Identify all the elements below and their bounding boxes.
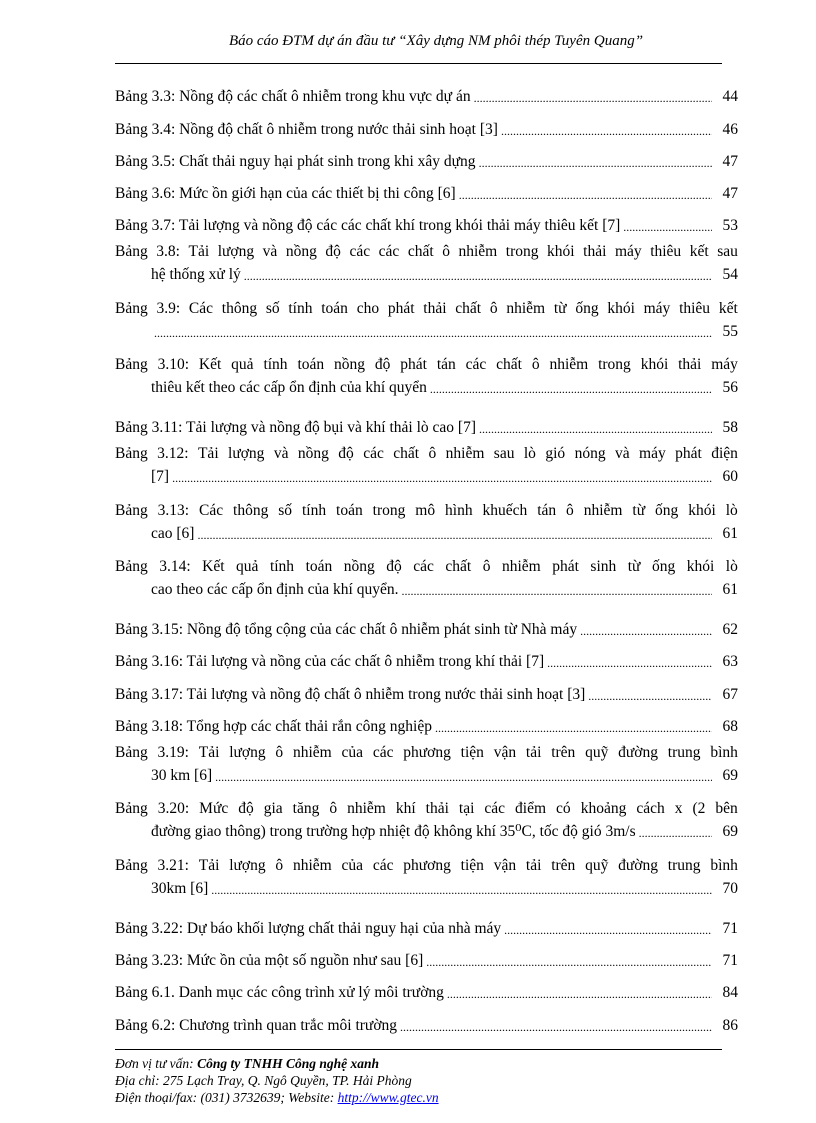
toc-entry-word: khuếch xyxy=(482,501,528,519)
toc-entry-word: 3.14: xyxy=(159,558,191,576)
footer-rule xyxy=(115,1049,722,1050)
toc-entry-word: toán xyxy=(297,356,325,374)
toc-entry-word: khoảng xyxy=(580,800,627,818)
table-of-tables-list xyxy=(115,76,738,1037)
toc-entry-page-number: 69 xyxy=(722,766,738,784)
toc-entry-word: Bảng xyxy=(115,743,148,761)
toc-entry-word: toán xyxy=(321,299,348,317)
toc-entry-word: tính xyxy=(269,558,295,576)
toc-entry-word: tại xyxy=(458,800,475,818)
toc-dot-leader xyxy=(398,581,712,601)
toc-entry-word: Kết xyxy=(198,356,222,374)
toc-dot-leader xyxy=(423,952,712,972)
toc-entry-word: ống xyxy=(651,558,676,576)
toc-entry-word: lượng xyxy=(229,743,266,761)
toc-entry-word: Bảng xyxy=(115,243,148,261)
toc-entry-word: kết xyxy=(718,299,738,317)
toc-entry-word: sau xyxy=(717,243,738,261)
toc-dot-leader xyxy=(169,468,712,488)
toc-entry-word: kết xyxy=(689,243,709,261)
toc-entry-word: từ xyxy=(632,501,646,519)
toc-entry[interactable] xyxy=(115,738,738,795)
toc-entry[interactable] xyxy=(115,972,738,1004)
toc-entry-word: số xyxy=(265,299,280,317)
toc-entry-word: sau xyxy=(493,445,515,463)
toc-dot-leader xyxy=(427,379,712,399)
toc-entry-word: nhiễm xyxy=(292,856,332,874)
toc-dot-leader xyxy=(585,686,712,706)
toc-entry-page-number: 62 xyxy=(722,621,738,639)
toc-entry-word: điểm xyxy=(515,800,547,818)
toc-entry-word: 3.10: xyxy=(157,356,190,374)
footer-contact: Điện thoại/fax: (031) 3732639; Website: xyxy=(115,1090,335,1105)
toc-entry-word: các xyxy=(372,743,394,761)
toc-entry-word: Bảng xyxy=(115,558,148,576)
toc-entry-word: lượng xyxy=(228,445,265,463)
toc-entry[interactable] xyxy=(115,496,738,553)
toc-entry-word: chất xyxy=(445,558,472,576)
toc-entry-word: có xyxy=(556,800,571,818)
toc-entry-word: tiện xyxy=(460,743,484,761)
toc-entry-word: phát xyxy=(675,445,702,463)
toc-entry-first-line xyxy=(115,854,738,877)
toc-entry-word: của xyxy=(341,856,364,874)
toc-entry-page-number: 68 xyxy=(722,717,738,735)
header-rule xyxy=(115,63,722,64)
toc-entry-word: 3.8: xyxy=(156,243,180,261)
toc-entry-word: phương xyxy=(403,743,451,761)
toc-entry-word: Bảng xyxy=(115,501,148,519)
toc-entry[interactable] xyxy=(115,173,738,205)
toc-entry-continuation: cao [6] xyxy=(151,524,195,542)
toc-entry-word: nồng xyxy=(334,356,365,374)
toc-entry-label: Bảng 3.7: Tải lượng và nồng độ các các chất khí trong khói thải máy thiêu kết [7] xyxy=(115,217,621,235)
toc-entry-word: nhiễm xyxy=(549,356,589,374)
toc-entry-word: và xyxy=(262,243,278,261)
toc-entry-word: các xyxy=(372,856,394,874)
toc-entry-word: tính xyxy=(263,356,288,374)
toc-entry-label: Bảng 6.1. Danh mục các công trình xử lý môi trường xyxy=(115,984,444,1002)
toc-entry-word: 3.9: xyxy=(156,299,181,317)
toc-entry-word: khói xyxy=(686,558,715,576)
toc-entry-page-number: 44 xyxy=(722,88,738,106)
toc-entry-word: phát xyxy=(552,558,579,576)
toc-entry-page-number: 53 xyxy=(722,217,738,235)
toc-entry-word: phát xyxy=(387,299,415,317)
toc-entry-word: độ xyxy=(386,558,402,576)
toc-entry-label: Bảng 3.18: Tổng hợp các chất thải rắn công nghiệp xyxy=(115,717,432,735)
toc-entry[interactable] xyxy=(115,407,738,439)
toc-entry-label: Bảng 6.2: Chương trình quan trắc môi trường xyxy=(115,1016,398,1034)
toc-entry-word: toán xyxy=(305,558,333,576)
toc-entry-word: nhiễm xyxy=(583,501,623,519)
toc-entry-word: nhiễm xyxy=(445,445,485,463)
toc-entry-word: nồng xyxy=(297,445,329,463)
toc-entry-word: trung xyxy=(667,856,701,874)
toc-entry-word: chất xyxy=(393,445,420,463)
toc-entry[interactable] xyxy=(115,237,738,294)
toc-entry-word: các xyxy=(349,243,371,261)
toc-dot-leader xyxy=(544,653,712,673)
toc-entry-word: ô xyxy=(275,856,284,874)
toc-entry-page-number: 61 xyxy=(722,581,738,599)
toc-entry-word: tăng xyxy=(292,800,320,818)
toc-entry[interactable] xyxy=(115,1004,738,1036)
toc-dot-leader xyxy=(471,88,712,108)
toc-entry[interactable] xyxy=(115,794,738,851)
toc-entry-word: máy xyxy=(639,445,666,463)
toc-entry-continuation: đường giao thông) trong trường hợp nhiệt độ không khí 35⁰C, tốc độ gió 3m/s xyxy=(151,823,636,841)
document-header-title: Báo cáo ĐTM dự án đầu tư “Xây dựng NM phôi thép Tuyên Quang” xyxy=(228,33,644,49)
toc-entry[interactable] xyxy=(115,108,738,140)
toc-entry-word: vận xyxy=(493,743,517,761)
toc-entry-first-line xyxy=(115,240,738,263)
toc-entry-label: Bảng 3.17: Tải lượng và nồng độ chất ô nhiễm trong nước thải sinh hoạt [3] xyxy=(115,685,586,703)
toc-entry-label: Bảng 3.22: Dự báo khối lượng chất thải nguy hại của nhà máy xyxy=(115,919,502,937)
toc-entry-word: mô xyxy=(415,501,436,519)
toc-entry-label: Bảng 3.5: Chất thải nguy hại phát sinh trong khi xây dựng xyxy=(115,152,476,170)
toc-entry-word: x xyxy=(674,800,683,818)
toc-entry-continuation: 30 km [6] xyxy=(151,766,213,784)
toc-entry-first-line xyxy=(115,499,738,522)
toc-entry-word: các xyxy=(413,558,434,576)
toc-entry-word: khói xyxy=(688,501,716,519)
toc-entry-word: ô xyxy=(489,299,498,317)
toc-entry-page-number: 84 xyxy=(722,984,738,1002)
toc-entry-word: Bảng xyxy=(115,800,148,818)
toc-entry-word: ô xyxy=(428,445,437,463)
toc-entry-word: 3.12: xyxy=(157,445,189,463)
toc-entry-word: thiêu xyxy=(650,243,682,261)
toc-dot-leader xyxy=(620,217,712,237)
toc-entry-word: 3.21: xyxy=(157,856,189,874)
toc-entry-word: các xyxy=(484,800,506,818)
footer-contact-line xyxy=(115,1089,439,1106)
toc-entry-continuation: hệ thống xử lý xyxy=(151,266,241,284)
toc-dot-leader xyxy=(577,621,712,641)
toc-entry-word: cách xyxy=(636,800,665,818)
toc-entry-word: ô xyxy=(566,501,574,519)
toc-entry-word: 3.20: xyxy=(157,800,190,818)
toc-dot-leader xyxy=(432,718,712,738)
toc-entry-word: khói xyxy=(640,356,669,374)
toc-entry[interactable] xyxy=(115,205,738,237)
toc-dot-leader xyxy=(208,880,712,900)
toc-entry-word: thiêu xyxy=(679,299,711,317)
toc-entry-word: từ xyxy=(553,299,567,317)
toc-entry[interactable] xyxy=(115,673,738,705)
toc-entry[interactable] xyxy=(115,350,738,407)
toc-entry-continuation: cao theo các cấp ổn định của khí quyển. xyxy=(151,581,399,599)
toc-entry-first-line xyxy=(115,741,738,764)
toc-entry-word: tán xyxy=(436,356,456,374)
toc-entry-word: thải xyxy=(425,800,449,818)
toc-entry-word: sinh xyxy=(590,558,617,576)
toc-entry-word: 3.19: xyxy=(157,743,189,761)
toc-entry-word: các xyxy=(378,243,400,261)
toc-entry-word: quỹ xyxy=(585,743,609,761)
toc-entry-word: trong xyxy=(505,243,539,261)
footer-website-link[interactable]: http://www.gtec.vn xyxy=(337,1090,439,1105)
toc-entry-first-line xyxy=(115,555,738,578)
toc-entry-page-number: 61 xyxy=(722,524,738,542)
toc-entry[interactable] xyxy=(115,552,738,609)
toc-entry-word: lượng xyxy=(229,856,266,874)
toc-dot-leader xyxy=(456,185,712,205)
toc-entry-word: máy xyxy=(711,356,738,374)
document-footer xyxy=(115,1055,439,1106)
toc-entry-page-number: 54 xyxy=(722,266,738,284)
toc-entry-word: các xyxy=(465,356,487,374)
toc-entry-word: thải xyxy=(678,356,702,374)
toc-entry-word: độ xyxy=(238,800,254,818)
toc-entry-word: ô xyxy=(482,558,491,576)
toc-entry-word: ô xyxy=(531,356,540,374)
toc-entry-word: khí xyxy=(395,800,416,818)
toc-entry-page-number: 56 xyxy=(722,379,738,397)
toc-entry-word: Kết xyxy=(202,558,225,576)
toc-entry-word: Tải xyxy=(198,743,220,761)
toc-entry-word: và xyxy=(614,445,630,463)
toc-entry-word: của xyxy=(341,743,364,761)
toc-entry-label: Bảng 3.23: Mức ồn của một số nguồn như sau [6] xyxy=(115,952,424,970)
toc-entry-word: Bảng xyxy=(115,445,148,463)
toc-entry-word: tải xyxy=(525,743,542,761)
toc-entry-word: chất xyxy=(407,243,434,261)
toc-entry[interactable] xyxy=(115,706,738,738)
toc-entry-word: ống xyxy=(575,299,599,317)
toc-entry-word: chất xyxy=(455,299,482,317)
toc-entry-page-number: 55 xyxy=(722,322,738,340)
toc-entry-page-number: 46 xyxy=(722,120,738,138)
toc-entry[interactable] xyxy=(115,439,738,496)
toc-dot-leader xyxy=(151,323,712,343)
toc-entry-page-number: 47 xyxy=(722,185,738,203)
toc-dot-leader xyxy=(194,525,712,545)
toc-dot-leader xyxy=(397,1017,712,1037)
toc-entry[interactable] xyxy=(115,141,738,173)
toc-dot-leader xyxy=(444,984,712,1004)
toc-entry-continuation: 30km [6] xyxy=(151,879,209,897)
toc-entry-word: bình xyxy=(710,856,738,874)
toc-entry-word: trên xyxy=(551,743,576,761)
toc-entry-word: (2 xyxy=(692,800,706,818)
toc-dot-leader xyxy=(476,153,712,173)
toc-entry-first-line xyxy=(115,353,738,376)
toc-entry-word: lò xyxy=(725,501,738,519)
toc-entry-word: lò xyxy=(725,558,738,576)
toc-entry-word: lò xyxy=(523,445,536,463)
toc-entry-word: nhiễm xyxy=(347,800,386,818)
toc-entry-word: Các xyxy=(188,299,214,317)
toc-entry-word: Các xyxy=(199,501,224,519)
toc-entry-first-line xyxy=(115,797,738,820)
toc-entry-word: phương xyxy=(403,856,451,874)
toc-entry-word: tiện xyxy=(460,856,484,874)
toc-entry-word: nhiễm xyxy=(292,743,332,761)
toc-entry-word: trung xyxy=(667,743,701,761)
toc-entry-word: độ xyxy=(374,356,391,374)
toc-entry-word: Tải xyxy=(198,856,220,874)
toc-entry-continuation: thiêu kết theo các cấp ổn định của khí quyển xyxy=(151,379,427,397)
footer-unit-label: Đơn vị tư vấn: xyxy=(115,1056,194,1071)
toc-entry[interactable] xyxy=(115,76,738,108)
toc-dot-leader xyxy=(241,266,712,286)
toc-entry-page-number: 63 xyxy=(722,653,738,671)
toc-entry-word: thải xyxy=(583,243,607,261)
toc-entry-word: thông xyxy=(233,501,269,519)
toc-entry-first-line xyxy=(115,297,738,320)
toc-entry-word: gia xyxy=(263,800,283,818)
toc-dot-leader xyxy=(476,419,712,439)
toc-entry-word: tính xyxy=(288,299,313,317)
toc-entry-page-number: 71 xyxy=(722,952,738,970)
toc-entry-word: ô xyxy=(442,243,450,261)
toc-entry-word: nóng xyxy=(574,445,606,463)
toc-entry[interactable] xyxy=(115,641,738,673)
toc-entry-word: các xyxy=(363,445,384,463)
toc-entry-word: bên xyxy=(715,800,738,818)
toc-entry-page-number: 86 xyxy=(722,1016,738,1034)
toc-entry-word: vận xyxy=(493,856,517,874)
toc-entry[interactable] xyxy=(115,609,738,641)
toc-entry-word: độ xyxy=(325,243,341,261)
toc-entry-word: điện xyxy=(711,445,738,463)
toc-entry-word: cho xyxy=(356,299,380,317)
footer-address: Địa chỉ: 275 Lạch Tray, Q. Ngô Quyền, TP. Hải Phòng xyxy=(115,1073,412,1088)
toc-entry-word: nhiễm xyxy=(501,558,541,576)
toc-dot-leader xyxy=(501,920,712,940)
toc-entry[interactable] xyxy=(115,294,738,351)
toc-entry-label: Bảng 3.15: Nồng độ tổng cộng của các chất ô nhiễm phát sinh từ Nhà máy xyxy=(115,621,578,639)
footer-company-name: Công ty TNHH Công nghệ xanh xyxy=(197,1056,379,1071)
toc-entry[interactable] xyxy=(115,940,738,972)
toc-entry-word: và xyxy=(273,445,289,463)
toc-entry-word: máy xyxy=(614,243,642,261)
toc-entry-page-number: 60 xyxy=(722,468,738,486)
toc-entry-word: ống xyxy=(655,501,679,519)
toc-entry-word: nồng xyxy=(285,243,317,261)
toc-entry-page-number: 47 xyxy=(722,152,738,170)
toc-entry[interactable] xyxy=(115,907,738,939)
toc-entry-label: Bảng 3.16: Tải lượng và nồng của các chất ô nhiễm trong khí thải [7] xyxy=(115,653,545,671)
toc-entry-word: Bảng xyxy=(115,299,148,317)
toc-entry-page-number: 71 xyxy=(722,919,738,937)
toc-entry-word: máy xyxy=(643,299,671,317)
toc-entry-label: Bảng 3.11: Tải lượng và nồng độ bụi và khí thải lò cao [7] xyxy=(115,419,476,437)
toc-entry-word: lượng xyxy=(217,243,255,261)
toc-entry-word: Bảng xyxy=(115,356,148,374)
toc-entry-word: Tải xyxy=(197,445,219,463)
toc-entry-word: Tải xyxy=(188,243,210,261)
toc-entry-word: ô xyxy=(275,743,284,761)
toc-entry[interactable] xyxy=(115,851,738,908)
toc-dot-leader xyxy=(212,767,712,787)
toc-entry-word: quỹ xyxy=(585,856,609,874)
toc-entry-word: nhiễm xyxy=(458,243,498,261)
toc-entry-word: độ xyxy=(338,445,354,463)
toc-entry-word: nồng xyxy=(343,558,375,576)
toc-entry-word: khói xyxy=(607,299,635,317)
toc-entry-word: 3.13: xyxy=(157,501,190,519)
toc-entry-word: từ xyxy=(627,558,641,576)
toc-entry-word: gió xyxy=(545,445,566,463)
toc-entry-word: quả xyxy=(236,558,259,576)
toc-entry-label: Bảng 3.4: Nồng độ chất ô nhiễm trong nước thải sinh hoạt [3] xyxy=(115,120,498,138)
toc-entry-page-number: 70 xyxy=(722,879,738,897)
toc-dot-leader xyxy=(498,121,712,141)
toc-dot-leader xyxy=(636,823,712,843)
toc-entry-word: tính xyxy=(301,501,327,519)
toc-entry-word: phát xyxy=(400,356,427,374)
toc-entry-word: toán xyxy=(336,501,363,519)
toc-entry-word: đường xyxy=(618,743,658,761)
toc-entry-word: chất xyxy=(496,356,522,374)
toc-entry-first-line xyxy=(115,442,738,465)
toc-entry-word: hình xyxy=(445,501,473,519)
toc-entry-word: ô xyxy=(329,800,338,818)
toc-entry-word: khói xyxy=(547,243,575,261)
toc-entry-word: Bảng xyxy=(115,856,148,874)
toc-entry-word: thông xyxy=(221,299,258,317)
toc-entry-word: trên xyxy=(551,856,576,874)
toc-entry-word: thải xyxy=(423,299,447,317)
toc-entry-page-number: 58 xyxy=(722,419,738,437)
toc-entry-label: Bảng 3.6: Mức ồn giới hạn của các thiết bị thi công [6] xyxy=(115,185,456,203)
toc-entry-continuation: [7] xyxy=(151,468,170,486)
toc-entry-label: Bảng 3.3: Nồng độ các chất ô nhiễm trong khu vực dự án xyxy=(115,88,471,106)
footer-consultant-line xyxy=(115,1055,439,1072)
toc-entry-word: trong xyxy=(372,501,406,519)
toc-entry-word: quả xyxy=(231,356,254,374)
toc-entry-word: nhiễm xyxy=(506,299,546,317)
toc-entry-page-number: 69 xyxy=(722,823,738,841)
toc-entry-page-number: 67 xyxy=(722,685,738,703)
toc-entry-word: đường xyxy=(618,856,658,874)
toc-entry-word: Mức xyxy=(199,800,229,818)
toc-entry-word: tán xyxy=(537,501,557,519)
toc-entry-word: số xyxy=(278,501,293,519)
toc-entry-word: tải xyxy=(525,856,542,874)
toc-entry-word: bình xyxy=(710,743,738,761)
toc-entry-word: trong xyxy=(598,356,631,374)
